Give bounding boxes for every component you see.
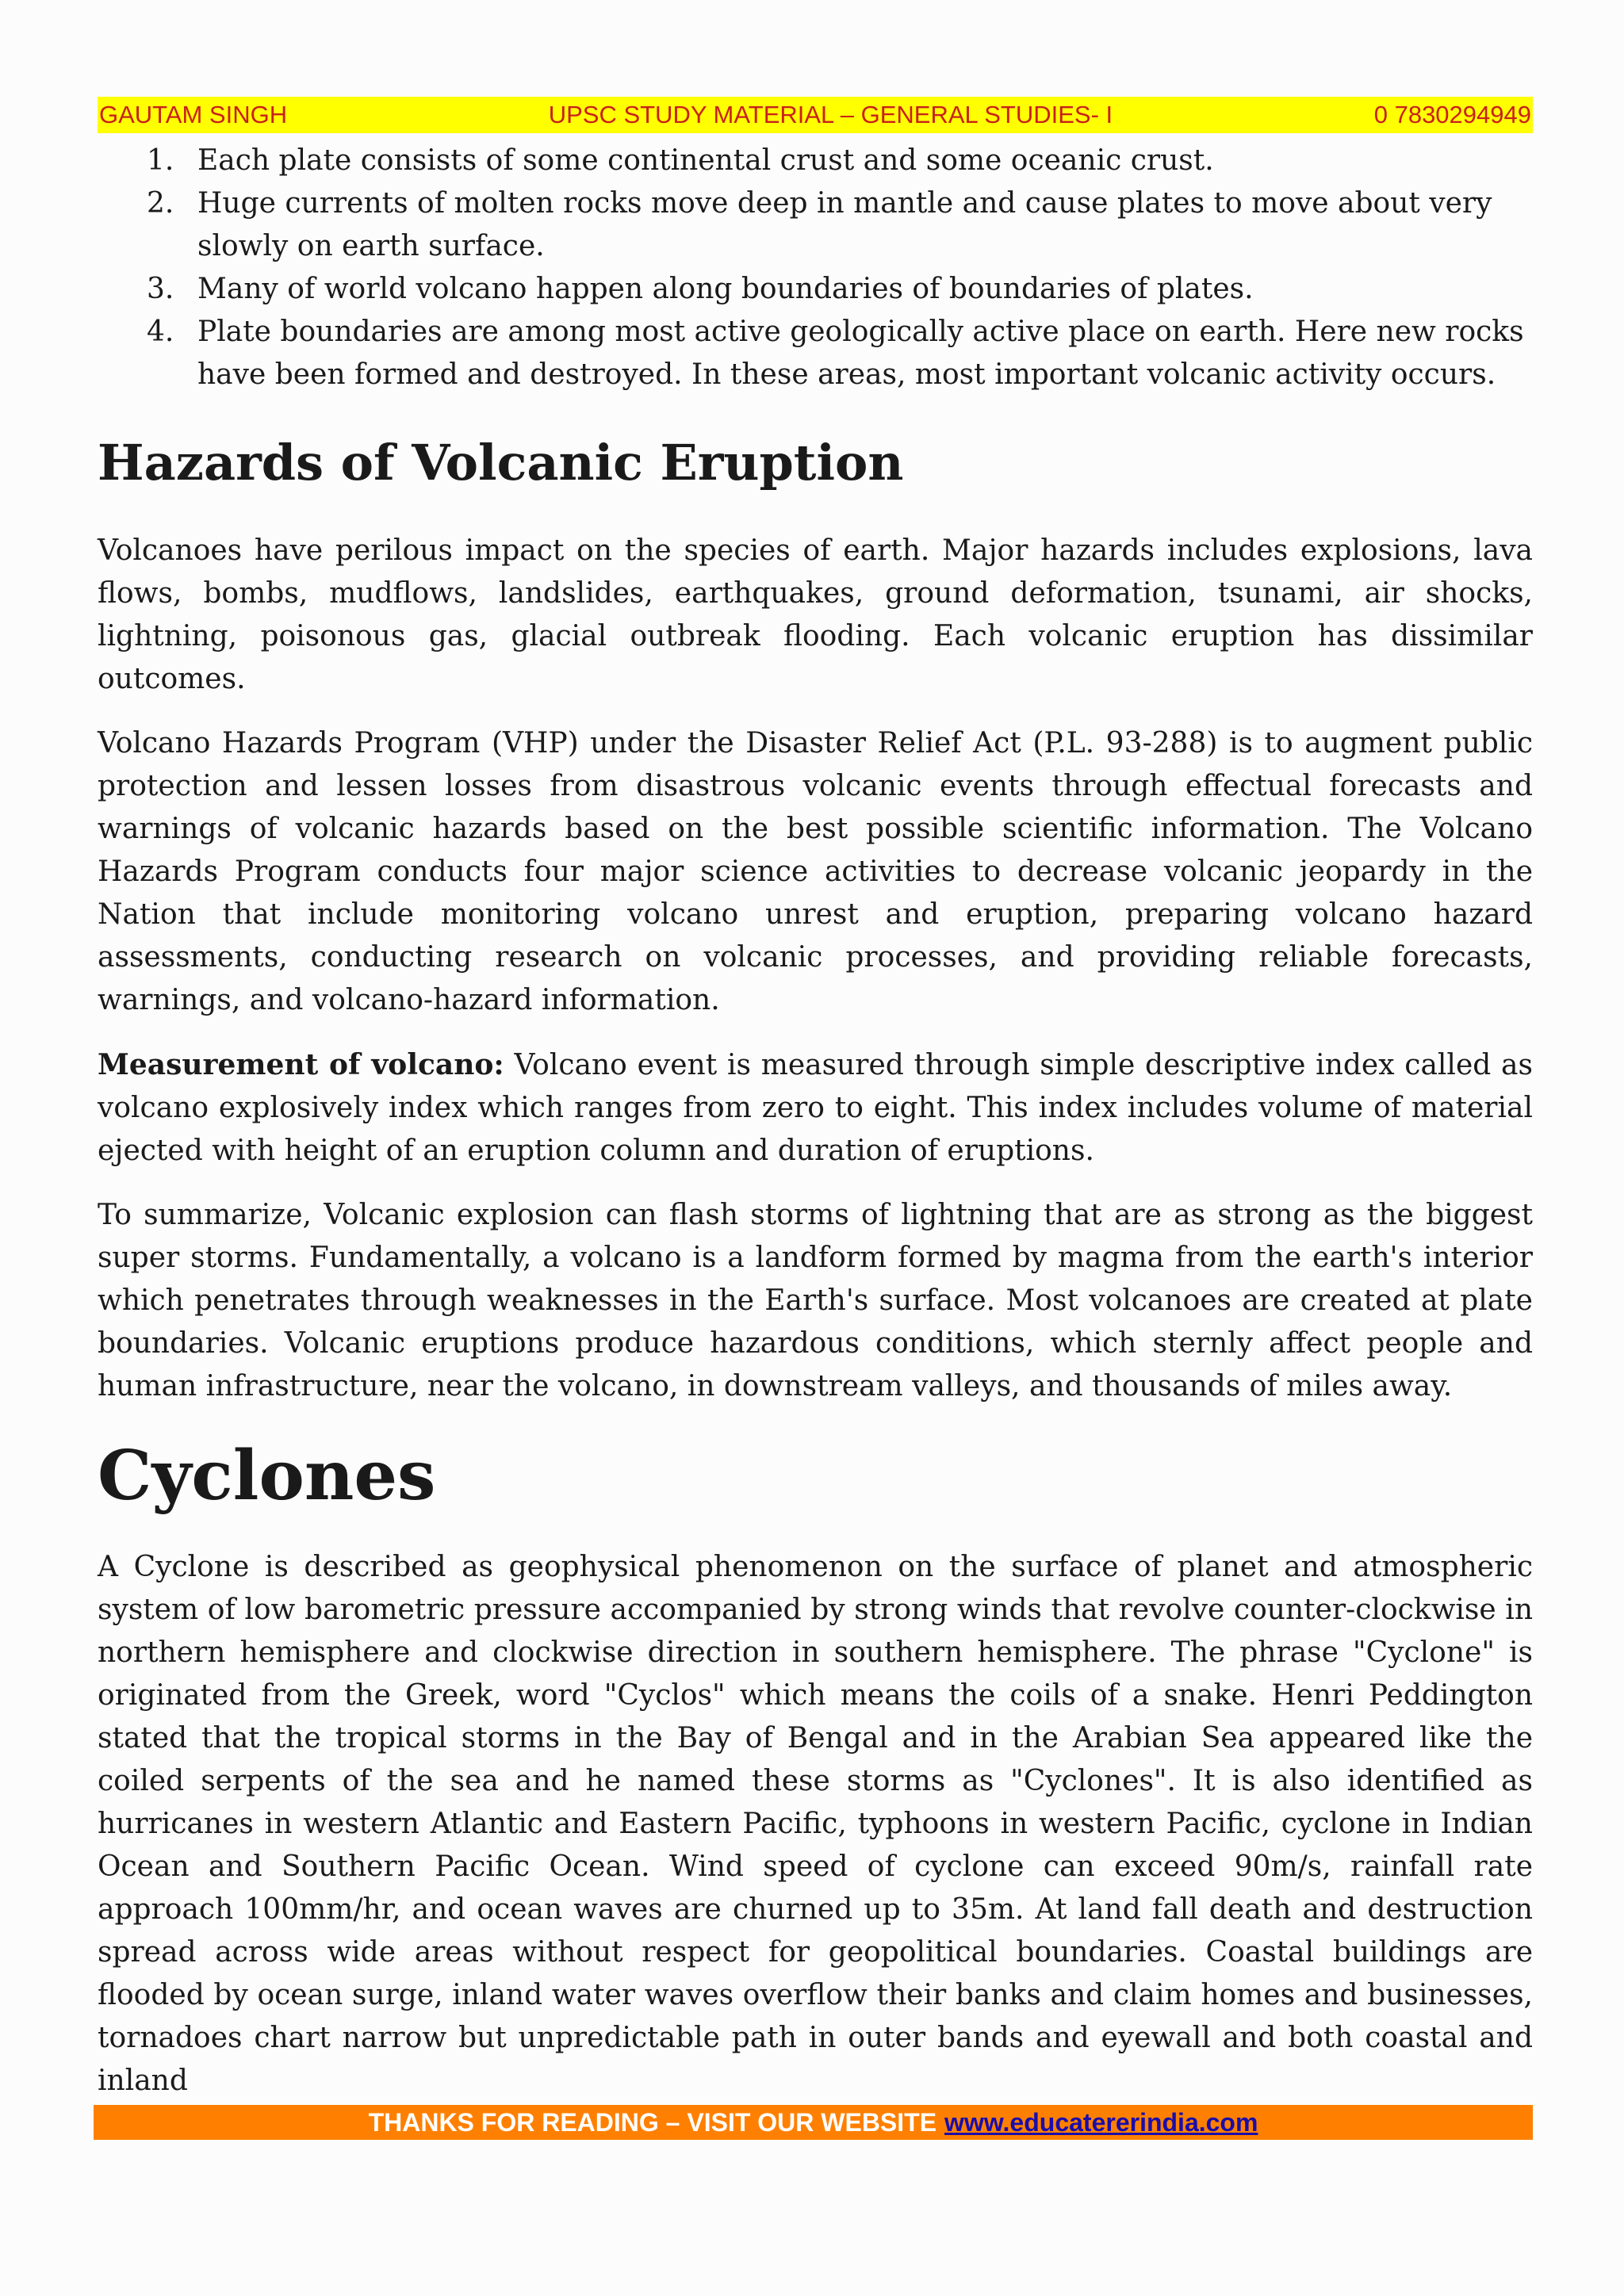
hazards-paragraph-1: Volcanoes have perilous impact on the species of earth. Major hazards includes explosions, lava flows, bombs, mudflows, landslides, earthquakes, ground deformation, tsunami, air shocks, lightning, poisonous gas, glacial outbreak flooding. Each volcanic eruption has dissimilar outcomes.	[98, 534, 1533, 695]
website-link[interactable]: www.educatererindia.com	[944, 2107, 1258, 2137]
list-item	[98, 311, 1533, 396]
page-content	[98, 140, 1533, 2124]
hazards-paragraph-2: Volcano Hazards Program (VHP) under the Disaster Relief Act (P.L. 93-288) is to augment public protection and lessen losses from disastrous volcanic events through effectual forecasts and warnings of volcanic hazards based on the best possible scientific information. The Volcano Hazards Program conducts four major science activities to decrease volcanic jeopardy in the Nation that include monitoring volcano unrest and eruption, preparing volcano hazard assessments, conducting research on volcanic processes, and providing reliable forecasts, warnings, and volcano-hazard information.	[98, 727, 1533, 1016]
list-item	[98, 268, 1533, 311]
page-footer	[94, 2105, 1533, 2140]
header-phone: 0 7830294949	[1373, 101, 1531, 128]
footer-text: THANKS FOR READING – VISIT OUR WEBSITE	[368, 2107, 937, 2137]
list-item	[98, 182, 1533, 268]
list-item	[98, 140, 1533, 182]
hazards-heading: Hazards of Volcanic Eruption	[98, 434, 904, 492]
plate-points-list	[98, 140, 1533, 396]
measurement-label: Measurement of volcano:	[98, 1048, 504, 1081]
measurement-text: Volcano event is measured through simple descriptive index called as volcano explosively index which ranges from zero to eight. This index includes volume of material ejected with height of an eruption column and duration of eruptions.	[98, 1049, 1533, 1167]
cyclones-paragraph-1: A Cyclone is described as geophysical phenomenon on the surface of planet and atmospheric system of low barometric pressure accompanied by strong winds that revolve counter-clockwise in northern hemisphere and clockwise direction in southern hemisphere. The phrase "Cyclone" is originated from the Greek, word "Cyclos" which means the coils of a snake. Henri Peddington stated that the tropical storms in the Bay of Bengal and in the Arabian Sea appeared like the coiled serpents of the sea and he named these storms as "Cyclones". It is also identified as hurricanes in western Atlantic and Eastern Pacific, typhoons in western Pacific, cyclone in Indian Ocean and Southern Pacific Ocean. Wind speed of cyclone can exceed 90m/s, rainfall rate approach 100mm/hr, and ocean waves are churned up to 35m. At land fall death and destruction spread across wide areas without respect for geopolitical boundaries. Coastal buildings are flooded by ocean surge, inland water waves overflow their banks and claim homes and businesses, tornadoes chart narrow but unpredictable path in outer bands and eyewall and both coastal and inland	[98, 1551, 1533, 2097]
list-text: Many of world volcano happen along boundaries of boundaries of plates.	[197, 273, 1254, 305]
list-number: 3.	[147, 273, 174, 305]
header-author: GAUTAM SINGH	[99, 101, 288, 128]
list-text: Huge currents of molten rocks move deep in mantle and cause plates to move about very slowly on earth surface.	[197, 187, 1492, 262]
list-text: Plate boundaries are among most active geologically active place on earth. Here new rocks have been formed and destroyed. In these areas, most important volcanic activity occurs.	[197, 316, 1524, 391]
cyclones-heading: Cyclones	[98, 1436, 436, 1516]
list-number: 1.	[147, 144, 174, 177]
list-text: Each plate consists of some continental crust and some oceanic crust.	[197, 144, 1214, 177]
summary-paragraph: To summarize, Volcanic explosion can flash storms of lightning that are as strong as the biggest super storms. Fundamentally, a volcano is a landform formed by magma from the earth's interior which penetrates through weaknesses in the Earth's surface. Most volcanoes are created at plate boundaries. Volcanic eruptions produce hazardous conditions, which sternly affect people and human infrastructure, near the volcano, in downstream valleys, and thousands of miles away.	[98, 1199, 1533, 1402]
page-header	[98, 97, 1533, 133]
header-title: UPSC STUDY MATERIAL – GENERAL STUDIES- I	[548, 101, 1113, 128]
list-number: 4.	[147, 316, 174, 348]
list-number: 2.	[147, 187, 174, 220]
measurement-paragraph	[98, 1043, 1533, 1173]
